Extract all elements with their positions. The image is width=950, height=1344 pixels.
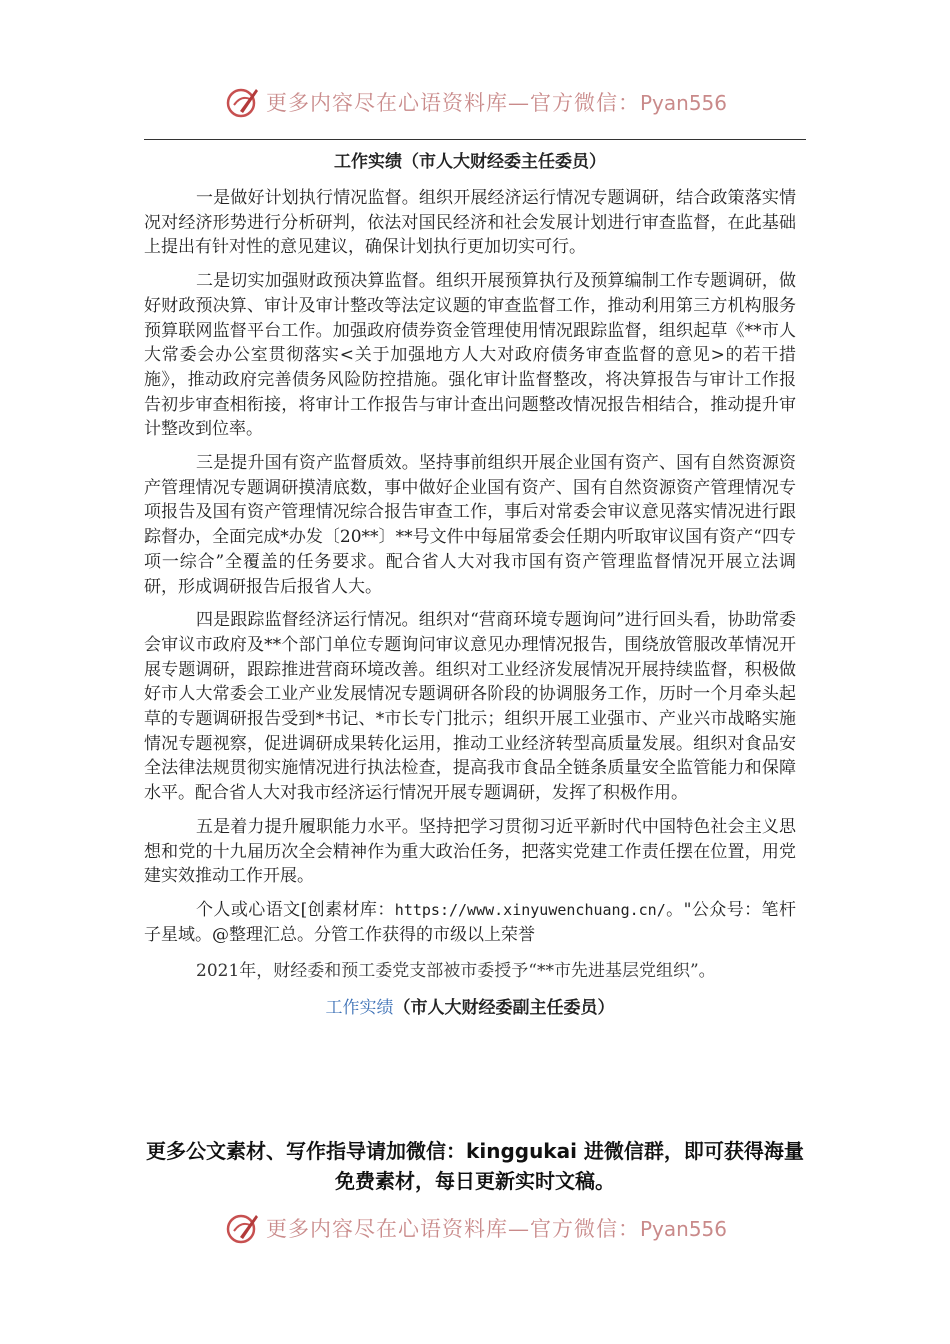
paragraph-3: 三是提升国有资产监督质效。坚持事前组织开展企业国有资产、国有自然资源资产管理情况专题调研摸清底数，事中做好企业国有资产、国有自然资源资产管理情况专项报告及国有资产管理情况综合报告审查工作，事后对常委会审议意见落实情况进行跟踪督办，全面完成*办发〔20**〕**号文件中每届常委会任期内听取审议国有资产“四专项一综合”全覆盖的任务要求。配合省人大对我市国有资产管理监督情况开展立法调研，形成调研报告后报省人大。 — [144, 453, 796, 597]
bottom-banner — [0, 1206, 950, 1250]
wechat-promo: 更多公文素材、写作指导请加微信：kinggukai 进微信群，即可获得海量免费素材，每日更新实时文稿。 — [146, 1139, 804, 1193]
brand-text: 更多内容尽在心语资料库—官方微信：Pyan556 — [266, 91, 728, 115]
top-banner — [0, 80, 950, 124]
paragraph-1: 一是做好计划执行情况监督。组织开展经济运行情况专题调研，结合政策落实情况对经济形势进行分析研判，依法对国民经济和社会发展计划进行审查监督，在此基础上提出有针对性的意见建议，确保计划执行更加切实可行。 — [144, 188, 796, 258]
header-divider — [144, 139, 806, 140]
source-link[interactable]: https://www.xinyuwenchuang.cn/ — [394, 900, 666, 919]
document-title: 工作实绩（市人大财经委主任委员） — [334, 152, 606, 172]
paragraph-4: 四是跟踪监督经济运行情况。组织对“营商环境专题询问”进行回头看，协助常委会审议市政府及**个部门单位专题询问审议意见办理情况报告，围绕放管服改革情况开展专题调研，跟踪推进营商环境改善。组织对工业经济发展情况开展持续监督，积极做好市人大常委会工业产业发展情况专题调研各阶段的协调服务工作，历时一个月牵头起草的专题调研报告受到*书记、*市长专门批示；组织开展工业强市、产业兴市战略实施情况专题视察，促进调研成果转化运用，推动工业经济转型高质量发展。组织对食品安全法律法规贯彻实施情况进行执法检查，提高我市食品全链条质量安全监管能力和保障水平。配合省人大对我市经济运行情况开展专题调研，发挥了积极作用。 — [144, 610, 796, 804]
document-body — [144, 150, 796, 1018]
honor-statement: 2021年，财经委和预工委党支部被市委授予“**市先进基层党组织”。 — [196, 961, 716, 982]
paragraph-5: 五是着力提升履职能力水平。坚持把学习贯彻习近平新时代中国特色社会主义思想和党的十九届历次全会精神作为重大政治任务，把落实党建工作责任摆在位置，用党建实效推动工作开展。 — [144, 816, 796, 887]
pen-logo-icon — [226, 1211, 260, 1245]
section-subtitle: 工作实绩（市人大财经委副主任委员） — [325, 998, 615, 1019]
brand-text: 更多内容尽在心语资料库—官方微信：Pyan556 — [266, 1217, 728, 1241]
pen-logo-icon — [226, 85, 260, 119]
paragraph-2: 二是切实加强财政预决算监督。组织开展预算执行及预算编制工作专题调研，做好财政预决算、审计及审计整改等法定议题的审查监督工作，推动利用第三方机构服务预算联网监督平台工作。加强政府债券资金管理使用情况跟踪监督，组织起草《**市人大常委会办公室贯彻落实<关于加强地方人大对政府债务审查监督的意见>的若干措施》，推动政府完善债务风险防控措施。强化审计监督整改，将决算报告与审计工作报告初步审查相衔接，将审计工作报告与审计查出问题整改情况报告相结合，推动提升审计整改到位率。 — [144, 271, 796, 440]
source-note: 个人或心语文[创素材库：https://www.xinyuwenchuang.cn/。"公众号：笔杆子星域。@整理汇总。分管工作获得的市级以上荣誉 — [144, 899, 796, 945]
